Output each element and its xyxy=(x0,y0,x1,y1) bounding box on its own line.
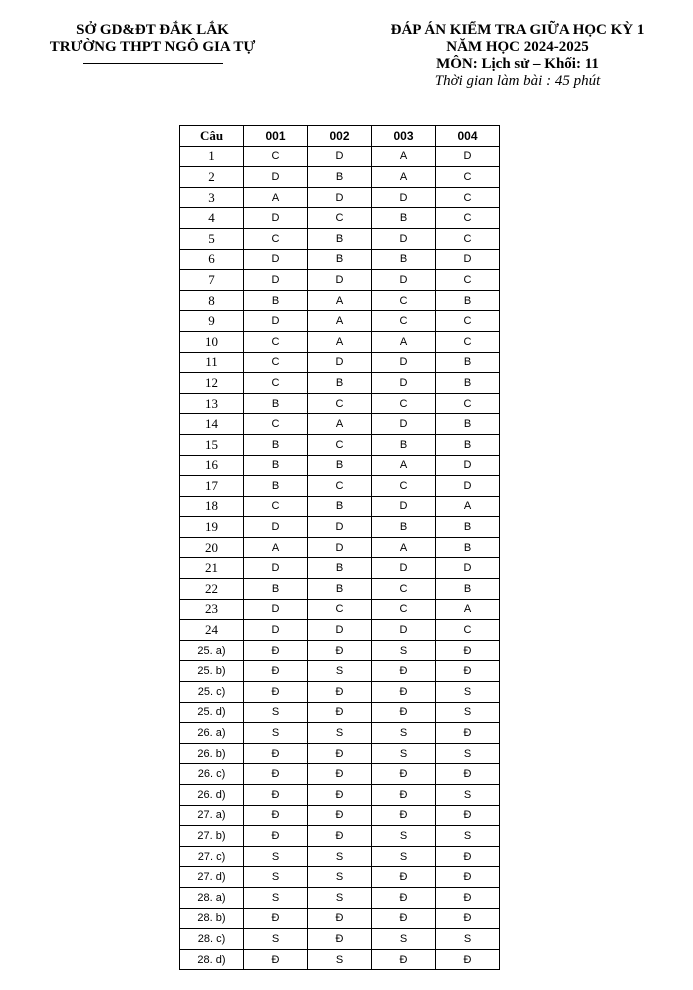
table-row xyxy=(180,537,500,558)
table-body xyxy=(180,146,500,970)
question-number-cell: 27. b) xyxy=(180,826,244,847)
answer-cell: A xyxy=(436,496,500,517)
answer-cell: B xyxy=(308,228,372,249)
question-number-cell: 27. c) xyxy=(180,846,244,867)
school-name: TRƯỜNG THPT NGÔ GIA TỰ xyxy=(49,39,256,55)
answer-cell: S xyxy=(436,743,500,764)
answer-cell: S xyxy=(244,929,308,950)
answer-cell: B xyxy=(308,455,372,476)
answer-cell: D xyxy=(372,496,436,517)
answer-cell: S xyxy=(436,785,500,806)
answer-cell: B xyxy=(308,496,372,517)
table-row xyxy=(180,764,500,785)
table-row xyxy=(180,887,500,908)
answer-cell: C xyxy=(244,496,308,517)
answer-cell: Đ xyxy=(372,805,436,826)
question-number-cell: 2 xyxy=(180,167,244,188)
answer-cell: D xyxy=(244,270,308,291)
answer-cell: S xyxy=(244,723,308,744)
question-number-cell: 20 xyxy=(180,537,244,558)
table-row xyxy=(180,517,500,538)
answer-cell: B xyxy=(308,249,372,270)
answer-cell: Đ xyxy=(436,723,500,744)
answer-cell: C xyxy=(436,270,500,291)
answer-cell: B xyxy=(436,579,500,600)
answer-cell: C xyxy=(436,620,500,641)
answer-cell: D xyxy=(436,249,500,270)
table-row xyxy=(180,743,500,764)
answer-cell: D xyxy=(244,517,308,538)
answer-cell: Đ xyxy=(436,846,500,867)
table-row xyxy=(180,846,500,867)
question-number-cell: 17 xyxy=(180,476,244,497)
answer-cell: D xyxy=(372,352,436,373)
question-number-cell: 22 xyxy=(180,579,244,600)
answer-cell: S xyxy=(372,640,436,661)
answer-cell: S xyxy=(308,846,372,867)
table-row xyxy=(180,290,500,311)
answer-cell: D xyxy=(244,167,308,188)
answer-cell: Đ xyxy=(308,682,372,703)
answer-cell: B xyxy=(372,517,436,538)
answer-cell: Đ xyxy=(436,661,500,682)
answer-cell: A xyxy=(244,187,308,208)
answer-cell: C xyxy=(372,290,436,311)
answer-cell: Đ xyxy=(372,867,436,888)
question-number-cell: 5 xyxy=(180,228,244,249)
answer-cell: Đ xyxy=(244,805,308,826)
answer-cell: Đ xyxy=(372,661,436,682)
answer-cell: Đ xyxy=(308,805,372,826)
table-row xyxy=(180,579,500,600)
answer-cell: Đ xyxy=(244,764,308,785)
header-underline xyxy=(83,63,223,64)
answer-cell: B xyxy=(436,414,500,435)
answer-cell: B xyxy=(244,476,308,497)
answer-cell: C xyxy=(372,599,436,620)
answer-cell: D xyxy=(372,558,436,579)
column-header-code-003: 003 xyxy=(372,126,436,147)
answer-cell: D xyxy=(436,455,500,476)
answer-cell: D xyxy=(244,249,308,270)
answer-cell: C xyxy=(244,228,308,249)
school-year: NĂM HỌC 2024-2025 xyxy=(446,39,589,55)
table-row xyxy=(180,228,500,249)
answer-cell: Đ xyxy=(308,743,372,764)
answer-cell: Đ xyxy=(372,702,436,723)
table-row xyxy=(180,558,500,579)
question-number-cell: 12 xyxy=(180,373,244,394)
answer-cell: A xyxy=(372,537,436,558)
answer-cell: Đ xyxy=(244,949,308,970)
answer-cell: C xyxy=(436,331,500,352)
answer-cell: S xyxy=(244,846,308,867)
answer-cell: Đ xyxy=(436,764,500,785)
answer-cell: D xyxy=(244,311,308,332)
answer-cell: A xyxy=(372,455,436,476)
question-number-cell: 6 xyxy=(180,249,244,270)
answer-cell: A xyxy=(436,599,500,620)
question-number-cell: 28. c) xyxy=(180,929,244,950)
answer-cell: Đ xyxy=(244,785,308,806)
answer-cell: B xyxy=(436,373,500,394)
table-row xyxy=(180,661,500,682)
question-number-cell: 28. a) xyxy=(180,887,244,908)
answer-cell: D xyxy=(308,146,372,167)
column-header-code-004: 004 xyxy=(436,126,500,147)
table-row xyxy=(180,496,500,517)
table-row xyxy=(180,723,500,744)
table-row xyxy=(180,805,500,826)
answer-cell: A xyxy=(308,414,372,435)
answer-cell: Đ xyxy=(244,682,308,703)
table-row xyxy=(180,434,500,455)
answer-cell: D xyxy=(436,146,500,167)
answer-cell: C xyxy=(372,476,436,497)
answer-cell: C xyxy=(244,414,308,435)
table-row xyxy=(180,249,500,270)
table-row xyxy=(180,702,500,723)
answer-cell: D xyxy=(372,414,436,435)
answer-cell: Đ xyxy=(372,949,436,970)
answer-table xyxy=(179,125,500,970)
table-row xyxy=(180,867,500,888)
answer-cell: C xyxy=(436,228,500,249)
table-row xyxy=(180,620,500,641)
table-row xyxy=(180,352,500,373)
answer-cell: B xyxy=(372,434,436,455)
question-number-cell: 18 xyxy=(180,496,244,517)
question-number-cell: 25. b) xyxy=(180,661,244,682)
table-row xyxy=(180,476,500,497)
answer-cell: A xyxy=(372,331,436,352)
table-header-row xyxy=(180,126,500,147)
table-row xyxy=(180,682,500,703)
answer-cell: D xyxy=(308,187,372,208)
answer-cell: B xyxy=(308,373,372,394)
answer-cell: Đ xyxy=(244,640,308,661)
answer-cell: S xyxy=(308,887,372,908)
answer-cell: D xyxy=(244,620,308,641)
table-row xyxy=(180,455,500,476)
answer-cell: Đ xyxy=(308,702,372,723)
answer-cell: S xyxy=(436,702,500,723)
answer-cell: B xyxy=(308,558,372,579)
table-row xyxy=(180,949,500,970)
answer-cell: Đ xyxy=(372,785,436,806)
answer-cell: C xyxy=(244,373,308,394)
answer-cell: D xyxy=(308,517,372,538)
question-number-cell: 26. a) xyxy=(180,723,244,744)
question-number-cell: 14 xyxy=(180,414,244,435)
answer-cell: S xyxy=(244,702,308,723)
column-header-question: Câu xyxy=(180,126,244,147)
table-row xyxy=(180,908,500,929)
table-row xyxy=(180,270,500,291)
answer-cell: Đ xyxy=(244,743,308,764)
answer-cell: A xyxy=(372,167,436,188)
answer-cell: Đ xyxy=(244,661,308,682)
answer-cell: Đ xyxy=(244,908,308,929)
answer-cell: Đ xyxy=(436,908,500,929)
subject-line: MÔN: Lịch sử – Khối: 11 xyxy=(436,56,599,72)
question-number-cell: 26. b) xyxy=(180,743,244,764)
answer-cell: B xyxy=(244,455,308,476)
question-number-cell: 27. d) xyxy=(180,867,244,888)
answer-cell: B xyxy=(436,290,500,311)
question-number-cell: 25. a) xyxy=(180,640,244,661)
answer-cell: C xyxy=(372,311,436,332)
answer-cell: D xyxy=(244,599,308,620)
question-number-cell: 28. b) xyxy=(180,908,244,929)
question-number-cell: 26. c) xyxy=(180,764,244,785)
answer-cell: C xyxy=(436,311,500,332)
answer-cell: Đ xyxy=(308,826,372,847)
question-number-cell: 4 xyxy=(180,208,244,229)
answer-cell: Đ xyxy=(436,887,500,908)
answer-cell: B xyxy=(308,167,372,188)
question-number-cell: 11 xyxy=(180,352,244,373)
question-number-cell: 25. c) xyxy=(180,682,244,703)
question-number-cell: 19 xyxy=(180,517,244,538)
answer-cell: B xyxy=(436,352,500,373)
answer-cell: S xyxy=(308,867,372,888)
question-number-cell: 8 xyxy=(180,290,244,311)
table-row xyxy=(180,146,500,167)
answer-cell: D xyxy=(372,187,436,208)
table-row xyxy=(180,640,500,661)
table-row xyxy=(180,208,500,229)
answer-cell: B xyxy=(308,579,372,600)
question-number-cell: 10 xyxy=(180,331,244,352)
answer-cell: C xyxy=(308,208,372,229)
answer-cell: Đ xyxy=(308,764,372,785)
table-row xyxy=(180,393,500,414)
question-number-cell: 7 xyxy=(180,270,244,291)
answer-cell: Đ xyxy=(436,867,500,888)
table-row xyxy=(180,187,500,208)
answer-cell: B xyxy=(244,434,308,455)
answer-cell: C xyxy=(308,599,372,620)
table-row xyxy=(180,599,500,620)
answer-cell: S xyxy=(308,661,372,682)
answer-cell: D xyxy=(308,270,372,291)
answer-cell: A xyxy=(308,290,372,311)
answer-cell: Đ xyxy=(308,785,372,806)
header-left xyxy=(10,22,295,64)
answer-cell: Đ xyxy=(372,764,436,785)
answer-cell: D xyxy=(244,558,308,579)
answer-cell: Đ xyxy=(436,640,500,661)
answer-cell: A xyxy=(372,146,436,167)
question-number-cell: 26. d) xyxy=(180,785,244,806)
answer-cell: B xyxy=(436,434,500,455)
answer-cell: B xyxy=(372,249,436,270)
answer-cell: Đ xyxy=(372,682,436,703)
answer-cell: Đ xyxy=(436,805,500,826)
answer-cell: S xyxy=(244,867,308,888)
answer-cell: B xyxy=(436,537,500,558)
question-number-cell: 3 xyxy=(180,187,244,208)
answer-cell: Đ xyxy=(372,908,436,929)
answer-cell: S xyxy=(372,846,436,867)
answer-cell: C xyxy=(436,167,500,188)
answer-cell: D xyxy=(372,270,436,291)
duration-line: Thời gian làm bài : 45 phút xyxy=(434,73,601,89)
question-number-cell: 15 xyxy=(180,434,244,455)
answer-cell: C xyxy=(308,476,372,497)
answer-cell: S xyxy=(372,929,436,950)
table-row xyxy=(180,929,500,950)
answer-cell: D xyxy=(308,352,372,373)
answer-cell: S xyxy=(372,743,436,764)
table-row xyxy=(180,785,500,806)
question-number-cell: 23 xyxy=(180,599,244,620)
answer-cell: D xyxy=(308,620,372,641)
document-title: ĐÁP ÁN KIỂM TRA GIỮA HỌC KỲ 1 xyxy=(390,22,645,38)
table-row xyxy=(180,826,500,847)
answer-cell: C xyxy=(244,146,308,167)
answer-cell: Đ xyxy=(436,949,500,970)
question-number-cell: 21 xyxy=(180,558,244,579)
answer-cell: C xyxy=(372,579,436,600)
answer-cell: C xyxy=(308,393,372,414)
answer-cell: C xyxy=(244,331,308,352)
question-number-cell: 16 xyxy=(180,455,244,476)
answer-cell: C xyxy=(308,434,372,455)
answer-cell: Đ xyxy=(308,929,372,950)
answer-cell: S xyxy=(372,723,436,744)
answer-cell: S xyxy=(436,682,500,703)
answer-cell: Đ xyxy=(372,887,436,908)
question-number-cell: 25. d) xyxy=(180,702,244,723)
answer-cell: S xyxy=(308,723,372,744)
question-number-cell: 9 xyxy=(180,311,244,332)
answer-cell: S xyxy=(308,949,372,970)
question-number-cell: 1 xyxy=(180,146,244,167)
answer-cell: A xyxy=(308,311,372,332)
answer-cell: A xyxy=(308,331,372,352)
answer-cell: D xyxy=(372,228,436,249)
answer-cell: C xyxy=(436,393,500,414)
answer-cell: D xyxy=(372,620,436,641)
answer-cell: S xyxy=(244,887,308,908)
answer-cell: D xyxy=(308,537,372,558)
answer-cell: D xyxy=(436,476,500,497)
answer-cell: D xyxy=(244,208,308,229)
table-row xyxy=(180,373,500,394)
column-header-code-001: 001 xyxy=(244,126,308,147)
answer-cell: Đ xyxy=(308,640,372,661)
department-name: SỞ GD&ĐT ĐẮK LẮK xyxy=(76,22,229,38)
answer-cell: B xyxy=(436,517,500,538)
answer-cell: Đ xyxy=(308,908,372,929)
answer-cell: C xyxy=(436,187,500,208)
table-row xyxy=(180,414,500,435)
question-number-cell: 27. a) xyxy=(180,805,244,826)
answer-cell: B xyxy=(372,208,436,229)
answer-cell: B xyxy=(244,393,308,414)
answer-cell: C xyxy=(372,393,436,414)
answer-cell: D xyxy=(372,373,436,394)
table-row xyxy=(180,331,500,352)
answer-cell: A xyxy=(244,537,308,558)
column-header-code-002: 002 xyxy=(308,126,372,147)
question-number-cell: 13 xyxy=(180,393,244,414)
answer-cell: C xyxy=(436,208,500,229)
answer-cell: S xyxy=(436,929,500,950)
question-number-cell: 24 xyxy=(180,620,244,641)
answer-cell: S xyxy=(372,826,436,847)
answer-cell: S xyxy=(436,826,500,847)
question-number-cell: 28. d) xyxy=(180,949,244,970)
answer-cell: B xyxy=(244,579,308,600)
table-row xyxy=(180,311,500,332)
answer-cell: D xyxy=(436,558,500,579)
table-row xyxy=(180,167,500,188)
answer-cell: B xyxy=(244,290,308,311)
answer-cell: Đ xyxy=(244,826,308,847)
answer-cell: C xyxy=(244,352,308,373)
header-right xyxy=(345,22,690,90)
